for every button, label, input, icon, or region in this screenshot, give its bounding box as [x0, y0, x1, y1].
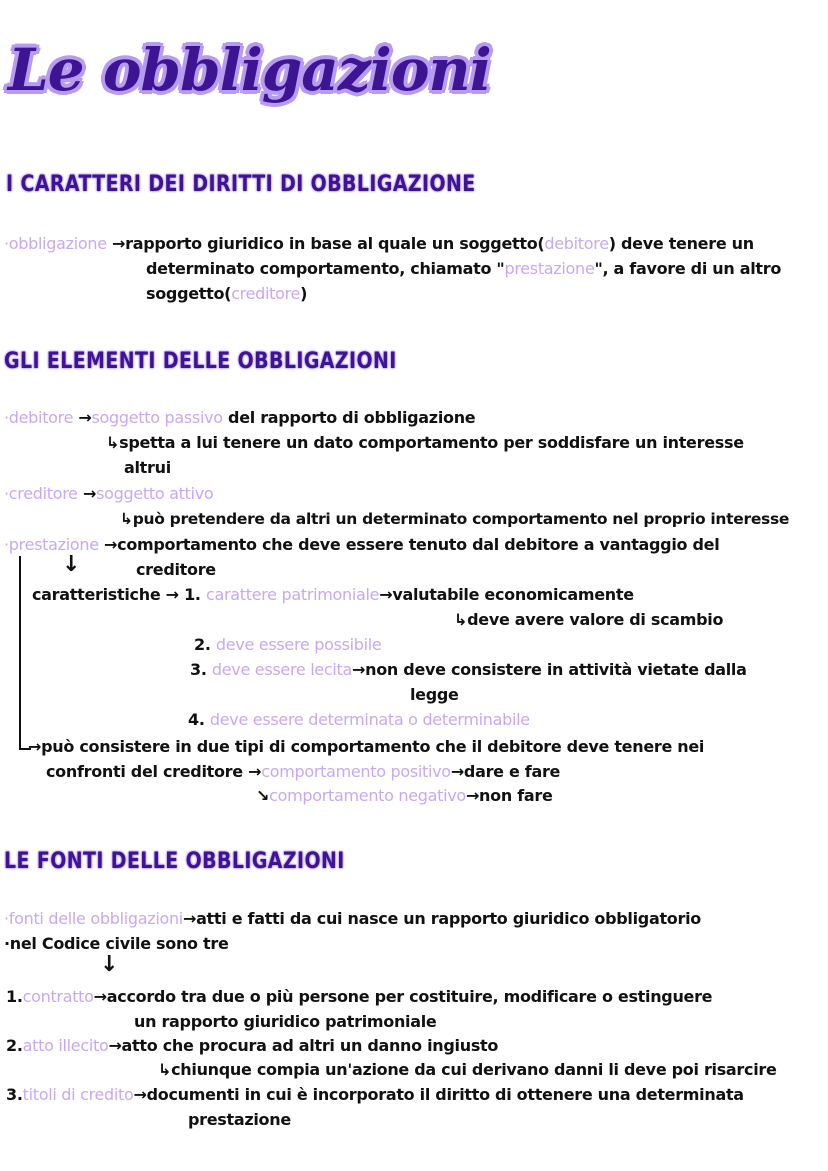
- text: un rapporto giuridico patrimoniale: [134, 1012, 437, 1031]
- highlight-comportamento-negativo: comportamento negativo: [269, 786, 466, 805]
- number: 2.: [194, 635, 211, 654]
- arrow-right-icon: →: [465, 786, 480, 805]
- text: ", a favore di un altro: [594, 259, 782, 278]
- text: soggetto(: [146, 284, 232, 303]
- section-heading-elementi: GLI ELEMENTI DELLE OBBLIGAZIONI: [4, 349, 397, 374]
- arrow-right-icon: →: [93, 987, 107, 1006]
- text: non fare: [479, 786, 553, 805]
- highlight-contratto: contratto: [22, 987, 94, 1006]
- definition-line-3: [146, 284, 307, 304]
- arrow-curved-icon: ↳: [158, 1060, 172, 1079]
- section-heading-fonti: LE FONTI DELLE OBBLIGAZIONI: [4, 849, 345, 874]
- arrow-right-icon: →: [450, 762, 464, 781]
- highlight-soggetto-passivo: soggetto passivo: [91, 408, 223, 427]
- arrow-right-icon: →: [133, 1085, 147, 1104]
- caratteristica-3: [190, 660, 747, 680]
- negativo-row: [256, 786, 553, 806]
- text: ) deve tenere un: [608, 234, 754, 253]
- text: può consistere in due tipi di comportamento che il debitore deve tenere nei: [41, 737, 705, 756]
- debitore-sub: [106, 433, 744, 453]
- arrow-diagonal-icon: ↘: [256, 786, 270, 805]
- arrow-curved-icon: ↳: [454, 610, 468, 629]
- text: chiunque compia un'azione da cui derivano danni li deve poi risarcire: [171, 1060, 777, 1079]
- c1-sub: [454, 610, 723, 630]
- highlight-prestazione: prestazione: [504, 259, 595, 278]
- number: 4.: [188, 710, 205, 729]
- caratteristica-4: [188, 710, 530, 730]
- arrow-curved-icon: ↳: [106, 433, 120, 452]
- number: 3.: [6, 1085, 23, 1104]
- arrow-right-icon: →: [108, 1036, 122, 1055]
- text: comportamento che deve essere tenuto dal debitore a vantaggio del: [117, 535, 720, 554]
- highlight-carattere-patrimoniale: carattere patrimoniale: [205, 585, 380, 604]
- label-caratteristiche: caratteristiche: [32, 585, 161, 604]
- text: non deve consistere in attività vietate dalla: [365, 660, 747, 679]
- text: ·nel Codice civile sono tre: [4, 934, 229, 953]
- arrow-right-icon: →: [104, 535, 118, 554]
- text: valutabile economicamente: [392, 585, 634, 604]
- highlight-lecita: deve essere lecita: [211, 660, 353, 679]
- fonte-1: [6, 987, 712, 1007]
- definition-obbligazione: [4, 234, 754, 254]
- term-obbligazione: ·obbligazione: [4, 234, 107, 253]
- tipi-comportamento: [28, 737, 704, 757]
- connector-line: [19, 556, 21, 750]
- text: confronti del creditore: [46, 762, 243, 781]
- text: atto che procura ad altri un danno ingiusto: [121, 1036, 499, 1055]
- arrow-right-icon: →: [352, 660, 366, 679]
- fonte-3: [6, 1085, 744, 1105]
- definition-line-2: [146, 259, 781, 279]
- arrow-right-icon: →: [182, 909, 197, 928]
- page-title: Le obbligazioni: [8, 36, 491, 104]
- highlight-debitore: debitore: [544, 234, 609, 253]
- text: altrui: [124, 458, 171, 477]
- term-debitore: ·debitore: [4, 408, 74, 427]
- highlight-determinata: deve essere determinata o determinabile: [209, 710, 530, 729]
- highlight-soggetto-attivo: soggetto attivo: [96, 484, 214, 503]
- number: 1.: [184, 585, 201, 604]
- arrow-right-icon: →: [112, 234, 126, 253]
- text: legge: [410, 685, 459, 704]
- text: del rapporto di obbligazione: [222, 408, 476, 427]
- term-fonti: ·fonti delle obbligazioni: [4, 909, 183, 928]
- text: dare e fare: [463, 762, 561, 781]
- arrow-right-icon: →: [165, 585, 179, 604]
- number: 2.: [6, 1036, 23, 1055]
- text: atti e fatti da cui nasce un rapporto giuridico obbligatorio: [196, 909, 701, 928]
- text: creditore: [136, 560, 216, 579]
- text: documenti in cui è incorporato il diritto di ottenere una determinata: [146, 1085, 744, 1104]
- highlight-possibile: deve essere possibile: [215, 635, 382, 654]
- fonti-definition: [4, 909, 701, 929]
- text: accordo tra due o più persone per costituire, modificare o estinguere: [106, 987, 713, 1006]
- item-prestazione: [4, 535, 719, 555]
- arrow-right-icon: →: [248, 762, 262, 781]
- arrow-curved-icon: ↳: [120, 510, 133, 528]
- tipi-line-2: [46, 762, 560, 782]
- term-prestazione: ·prestazione: [4, 535, 99, 554]
- fonte-2-sub: [158, 1060, 777, 1080]
- highlight-atto-illecito: atto illecito: [22, 1036, 109, 1055]
- term-creditore: ·creditore: [4, 484, 78, 503]
- text: prestazione: [188, 1110, 291, 1129]
- text: determinato comportamento, chiamato ": [146, 259, 505, 278]
- caratteristiche-row: [32, 585, 634, 605]
- item-creditore: [4, 484, 213, 504]
- fonte-2: [6, 1036, 498, 1056]
- arrow-right-icon: →: [28, 737, 42, 756]
- number: 3.: [190, 660, 207, 679]
- text: deve avere valore di scambio: [467, 610, 724, 629]
- highlight-titoli-di-credito: titoli di credito: [22, 1085, 134, 1104]
- text: ): [300, 284, 308, 303]
- arrow-down-icon: ↓: [62, 552, 81, 577]
- text: può pretendere da altri un determinato comportamento nel proprio interesse: [132, 510, 790, 528]
- highlight-comportamento-positivo: comportamento positivo: [261, 762, 451, 781]
- section-heading-caratteri: I CARATTERI DEI DIRITTI DI OBBLIGAZIONE: [6, 172, 476, 197]
- caratteristica-2: [194, 635, 381, 655]
- text: rapporto giuridico in base al quale un soggetto(: [125, 234, 545, 253]
- creditore-sub: [120, 509, 789, 529]
- arrow-right-icon: →: [82, 484, 97, 503]
- item-debitore: [4, 408, 475, 428]
- arrow-right-icon: →: [78, 408, 92, 427]
- text: spetta a lui tenere un dato comportamento per soddisfare un interesse: [119, 433, 744, 452]
- arrow-down-icon: ↓: [100, 952, 119, 977]
- number: 1.: [6, 987, 23, 1006]
- highlight-creditore: creditore: [231, 284, 301, 303]
- arrow-right-icon: →: [379, 585, 393, 604]
